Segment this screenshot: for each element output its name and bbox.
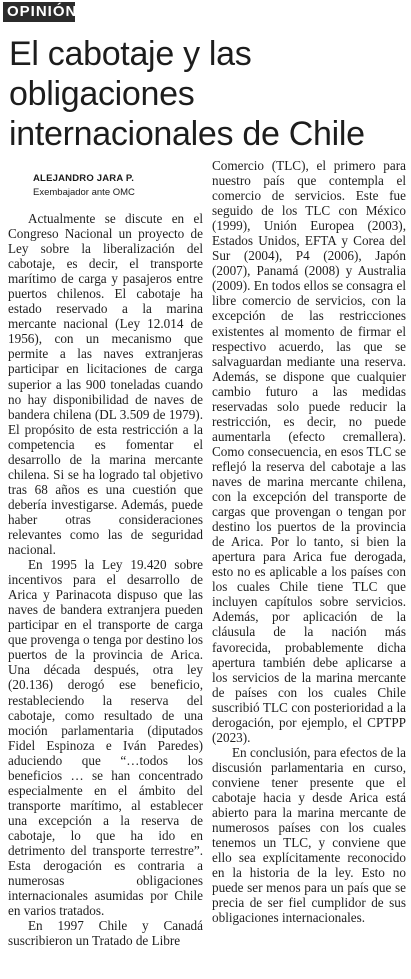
paragraph: En 1995 la Ley 19.420 sobre incentivos para el desarrollo de Arica y Parinacota dispuso que las naves de bandera extranjera pueden participar en el transporte de carga que provenga o tenga por destino los puertos de la provincia de Arica. Una década después, otra ley (20.136) derogó ese beneficio, restableciendo la reserva del cabotaje, como resultado de una moción parlamentaria (diputados Fidel Espinoza e Iván Paredes) aduciendo que “…todos los beneficios … se han concentrado especialmente en el ámbito del transporte marítimo, al establecer una excepción a la reserva de cabotaje, lo que ha ido en detrimento del transporte terrestre”. Esta derogación es contraria a numerosas obligaciones internacionales asumidas por Chile en varios tratados. (8, 557, 203, 919)
article-column-right (212, 158, 406, 925)
paragraph: En 1997 Chile y Canadá suscribieron un Tratado de Libre (8, 918, 203, 949)
section-header (0, 0, 411, 24)
byline-role: Exembajador ante OMC (33, 187, 135, 198)
byline (33, 172, 203, 200)
headline: El cabotaje y las obligaciones internacionales de Chile (9, 35, 365, 153)
section-label: OPINIÓN (3, 2, 75, 22)
byline-author: ALEJANDRO JARA P. (33, 173, 135, 184)
article-column-left (8, 211, 203, 948)
paragraph: En conclusión, para efectos de la discusión parlamentaria en curso, conviene tener presente que el cabotaje hacia y desde Arica está abierto para la marina mercante de numerosos países con los cuales tenemos un TLC, y conviene que ello sea explícitamente reconocido en la historia de la ley. Esto no puede ser menos para un país que se precia de ser fiel cumplidor de sus obligaciones internacionales. (212, 744, 406, 926)
paragraph: Comercio (TLC), el primero para nuestro país que contempla el comercio de servicios. Este fue seguido de los TLC con México (1999), Unión Europea (2003), Estados Unidos, EFTA y Corea del Sur (2004), P4 (2006), Japón (2007), Panamá (2008) y Australia (2009). En todos ellos se consagra el libre comercio de servicios, con la excepción de las restricciones existentes al momento de firmar el respectivo acuerdo, las que se salvaguardan mediante una reserva. Además, se dispone que cualquier cambio futuro a las medidas reservadas solo puede reducir la restricción, es decir, no puede aumentarla (efecto cremallera). Como consecuencia, en esos TLC se reflejó la reserva del cabotaje a las naves de marina mercante chilena, con la excepción del transporte de cargas que provengan o tengan por destino los puertos de la provincia de Arica. Por lo tanto, si bien la apertura para Arica fue derogada, esto no es aplicable a los países con los cuales Chile tiene TLC que incluyen capítulos sobre servicios. Además, por aplicación de la cláusula de la nación más favorecida, probablemente dicha apertura también debe aplicarse a los servicios de la marina mercante de países con los cuales Chile suscribió TLC con posterioridad a la derogación, por ejemplo, el CPTPP (2023). (212, 158, 406, 745)
paragraph: Actualmente se discute en el Congreso Nacional un proyecto de Ley sobre la liberalización del cabotaje, es decir, el transporte marítimo de carga y pasajeros entre puertos chilenos. El cabotaje ha estado reservado a la marina mercante nacional (Ley 12.014 de 1956), con un mecanismo que permite a las naves extranjeras participar en licitaciones de carga superior a las 900 toneladas cuando no hay disponibilidad de naves de bandera chilena (DL 3.509 de 1979). El propósito de esta restricción a la competencia es fomentar el desarrollo de la marina mercante chilena. Si se ha logrado tal objetivo tras 68 años es una cuestión que debería investigarse. Además, puede haber otras consideraciones relevantes como las de seguridad nacional. (8, 211, 203, 558)
